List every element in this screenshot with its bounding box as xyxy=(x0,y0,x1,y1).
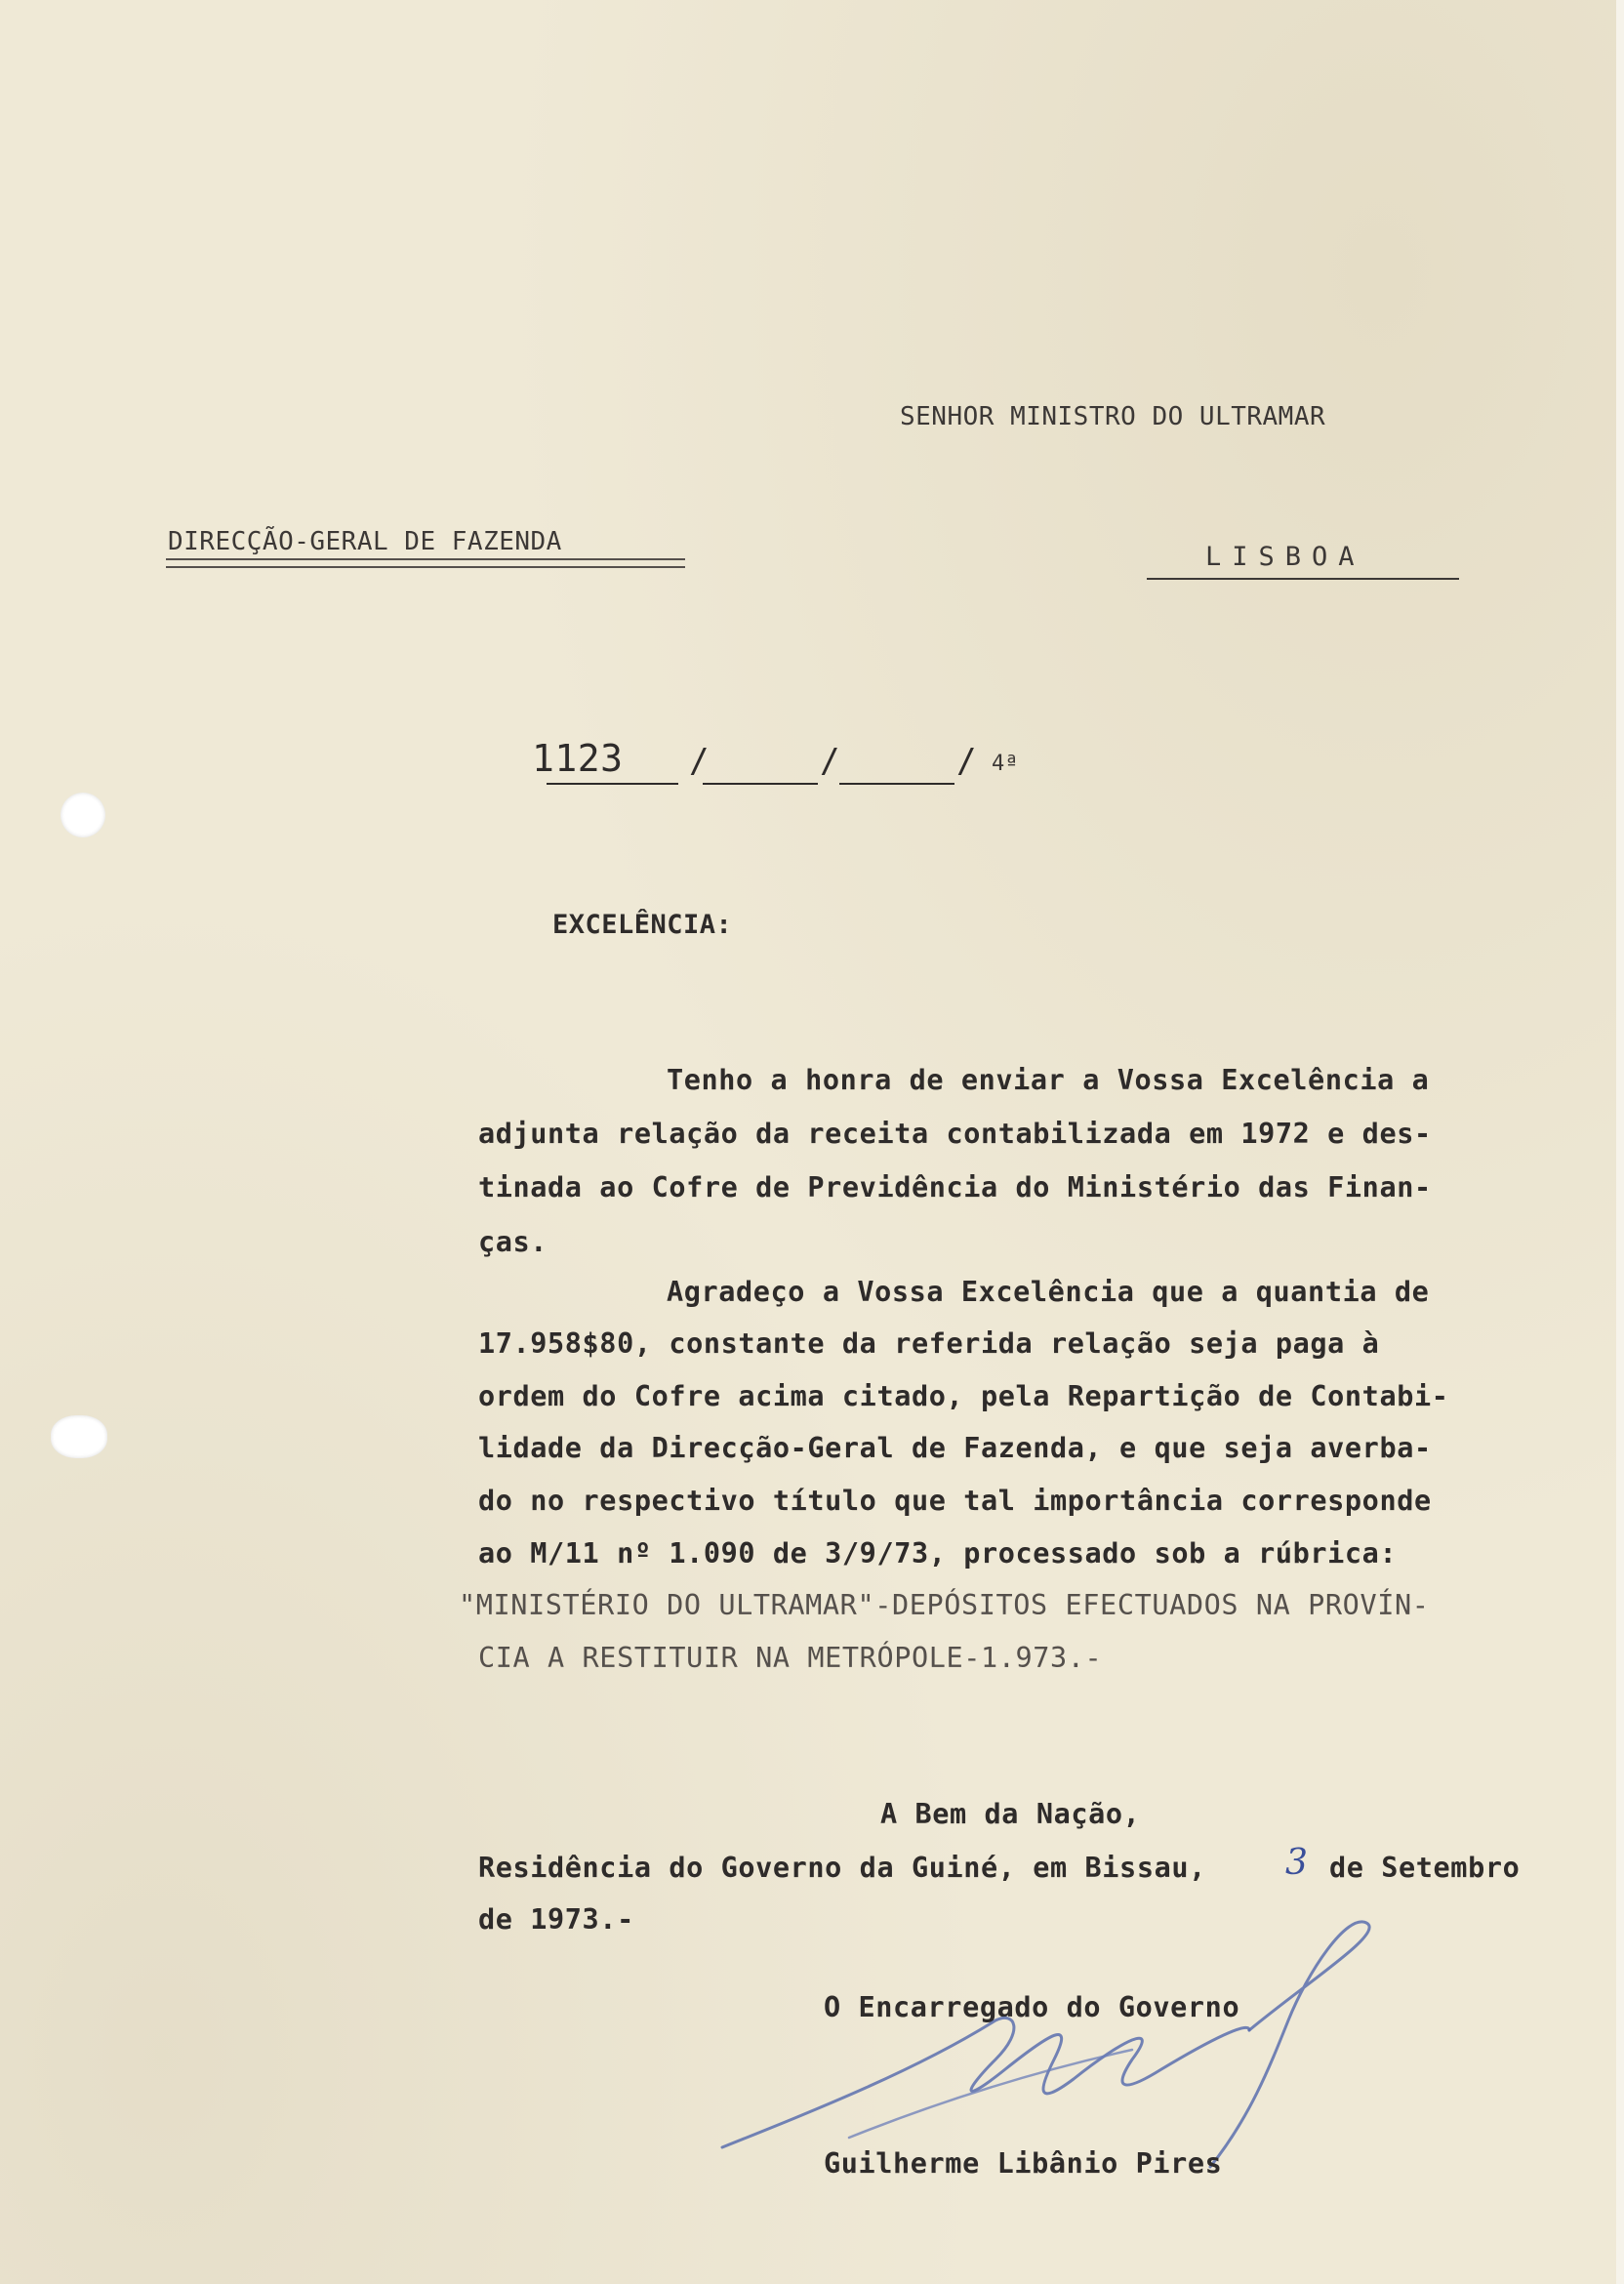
reference-suffix: 4ª xyxy=(992,752,1019,776)
reference-blank xyxy=(839,783,954,785)
reference-slash: / xyxy=(689,742,710,781)
closing-greeting: A Bem da Nação, xyxy=(880,1798,1141,1830)
punch-hole-bottom xyxy=(51,1415,107,1458)
paragraph2-line: "MINISTÉRIO DO ULTRAMAR"-DEPÓSITOS EFECTUADOS NA PROVÍN- xyxy=(459,1589,1430,1621)
city-underline xyxy=(1147,578,1459,580)
reference-blank xyxy=(703,783,818,785)
handwritten-day: 3 xyxy=(1285,1843,1308,1883)
addressee: SENHOR MINISTRO DO ULTRAMAR xyxy=(900,402,1326,431)
paragraph1-line: adjunta relação da receita contabilizada em 1972 e des- xyxy=(478,1118,1432,1150)
reference-number: 1123 xyxy=(532,737,624,780)
paragraph2-line: do no respectivo título que tal importância corresponde xyxy=(478,1485,1432,1517)
city-heading: LISBOA xyxy=(1205,542,1365,572)
place-date-line: Residência do Governo da Guiné, em Bissau, xyxy=(478,1852,1206,1884)
department-heading: DIRECÇÃO-GERAL DE FAZENDA xyxy=(168,527,562,556)
paragraph1-line: tinada ao Cofre de Previdência do Ministério das Finan- xyxy=(478,1171,1432,1203)
place-date-year: de 1973.- xyxy=(478,1903,634,1936)
salutation: EXCELÊNCIA: xyxy=(552,910,733,940)
reference-underline xyxy=(547,783,678,785)
paragraph2-line: ao M/11 nº 1.090 de 3/9/73, processado sob a rúbrica: xyxy=(478,1537,1398,1570)
paper-edge xyxy=(1616,0,1624,2284)
paragraph2-line: Agradeço a Vossa Excelência que a quantia de xyxy=(667,1276,1430,1308)
signatory-name: Guilherme Libânio Pires xyxy=(824,2147,1223,2180)
paragraph1-line: Tenho a honra de enviar a Vossa Excelência a xyxy=(667,1064,1430,1096)
paragraph2-line: 17.958$80, constante da referida relação seja paga à xyxy=(478,1327,1380,1360)
paragraph2-line: CIA A RESTITUIR NA METRÓPOLE-1.973.- xyxy=(478,1642,1103,1674)
reference-slash: / xyxy=(956,742,977,781)
paragraph2-line: lidade da Direcção-Geral de Fazenda, e que seja averba- xyxy=(478,1432,1432,1464)
paragraph1-line: ças. xyxy=(478,1226,548,1258)
reference-slash: / xyxy=(820,742,840,781)
department-double-rule xyxy=(166,558,685,568)
paragraph2-line: ordem do Cofre acima citado, pela Repartição de Contabi- xyxy=(478,1380,1449,1412)
signatory-title: O Encarregado do Governo xyxy=(824,1991,1240,2023)
place-date-month: de Setembro xyxy=(1329,1852,1521,1884)
punch-hole-top xyxy=(61,793,105,837)
